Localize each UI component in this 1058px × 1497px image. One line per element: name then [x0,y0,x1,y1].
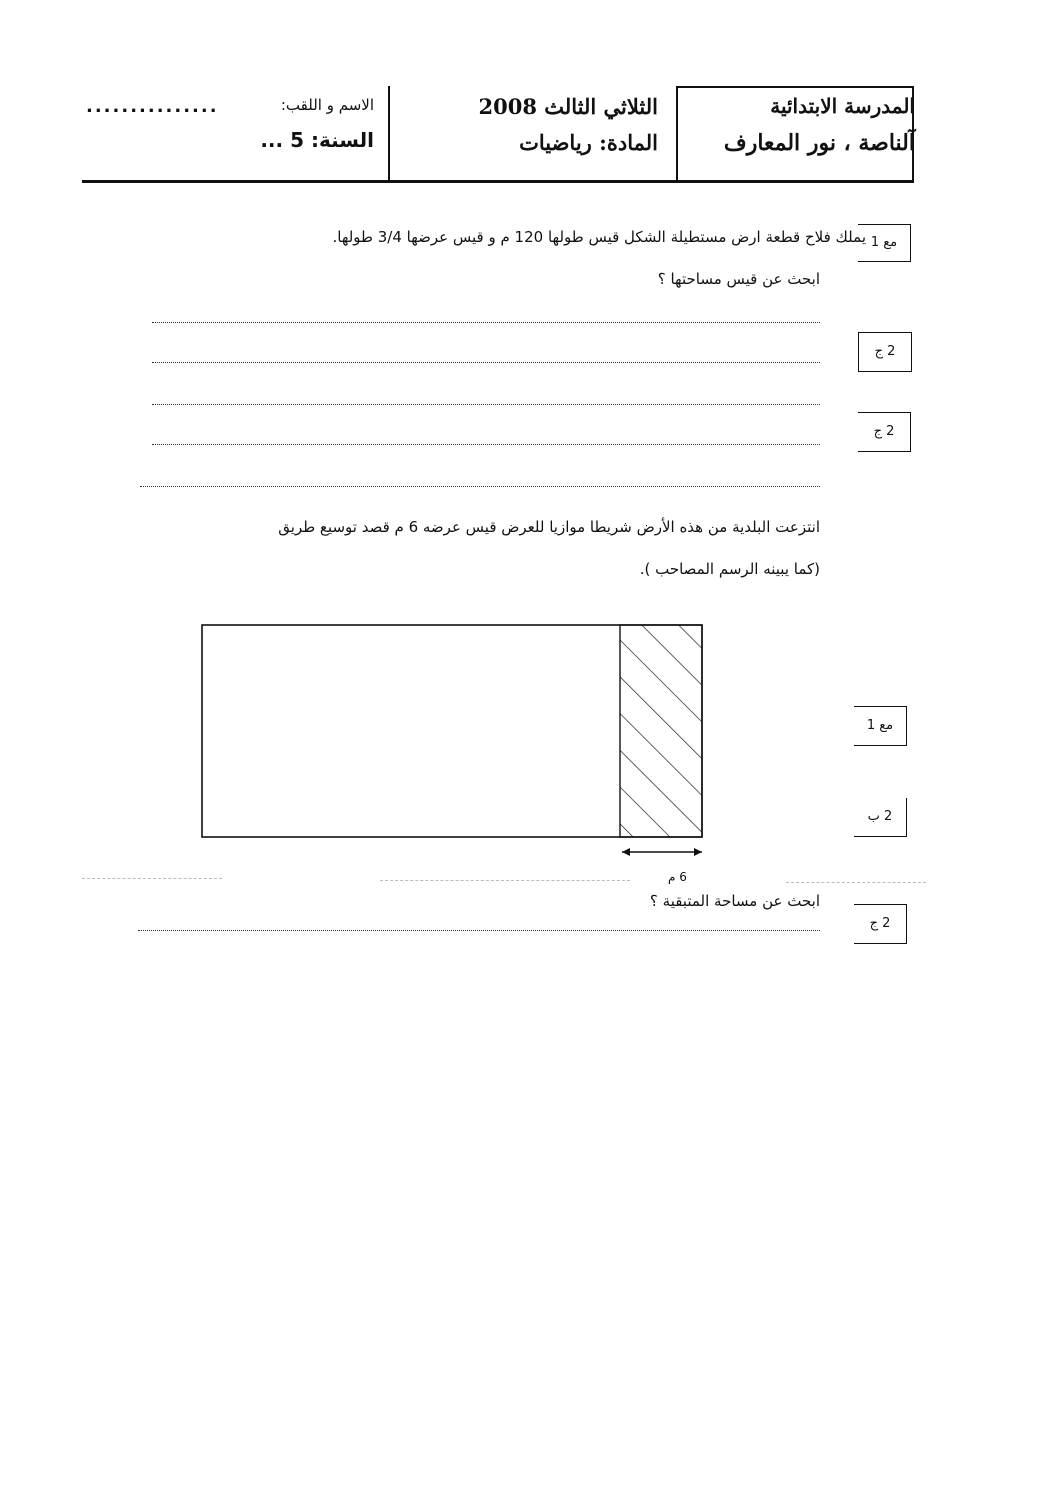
school-name: المدرسة الابتدائية [770,94,915,118]
grade-box: 2 ج [854,904,907,944]
answer-line[interactable] [152,444,820,445]
problem2-statement-2: (كما يبينه الرسم المصاحب ). [639,560,820,578]
header-bottom-rule [82,180,914,183]
grade-box: مع 1 [854,706,907,746]
answer-line[interactable] [152,322,820,323]
scan-artifact [82,878,222,879]
problem1-question: ابحث عن قيس مساحتها ؟ [657,270,820,288]
land-diagram [190,615,720,895]
answer-line[interactable] [152,362,820,363]
name-label: الاسم و اللقب: [280,96,374,114]
header-divider [388,86,390,182]
answer-line[interactable] [152,404,820,405]
problem2-statement: انتزعت البلدية من هذه الأرض شريطا موازيا للعرض قيس عرضه 6 م قصد توسيع طريق [278,518,820,536]
grade-box: 2 ج [858,332,912,372]
year-label: السنة: 5 ... [260,128,374,152]
grade-box: مع 1 [858,224,911,262]
answer-line[interactable] [140,486,820,487]
problem1-statement: يملك فلاح قطعة ارض مستطيلة الشكل قيس طولها 120 م و قيس عرضها 3/4 طولها. [332,228,866,246]
school-subtitle: آلناصة ، نور المعارف [723,130,915,156]
problem2-question: ابحث عن مساحة المتبقية ؟ [649,892,820,910]
header-top-rule [676,86,912,88]
header-divider [676,86,678,182]
subject-title: المادة: رياضيات [519,130,658,155]
road-strip [620,625,702,837]
dimension-label: 6 م [668,870,687,884]
scan-artifact [786,882,926,883]
answer-line[interactable] [138,930,820,931]
name-field[interactable]: ............... [86,96,219,117]
grade-box: 2 ب [854,798,907,837]
term-title: الثلاثي الثالث 2008 [478,94,658,119]
scan-artifact [380,880,630,881]
grade-box: 2 ج [858,412,911,452]
